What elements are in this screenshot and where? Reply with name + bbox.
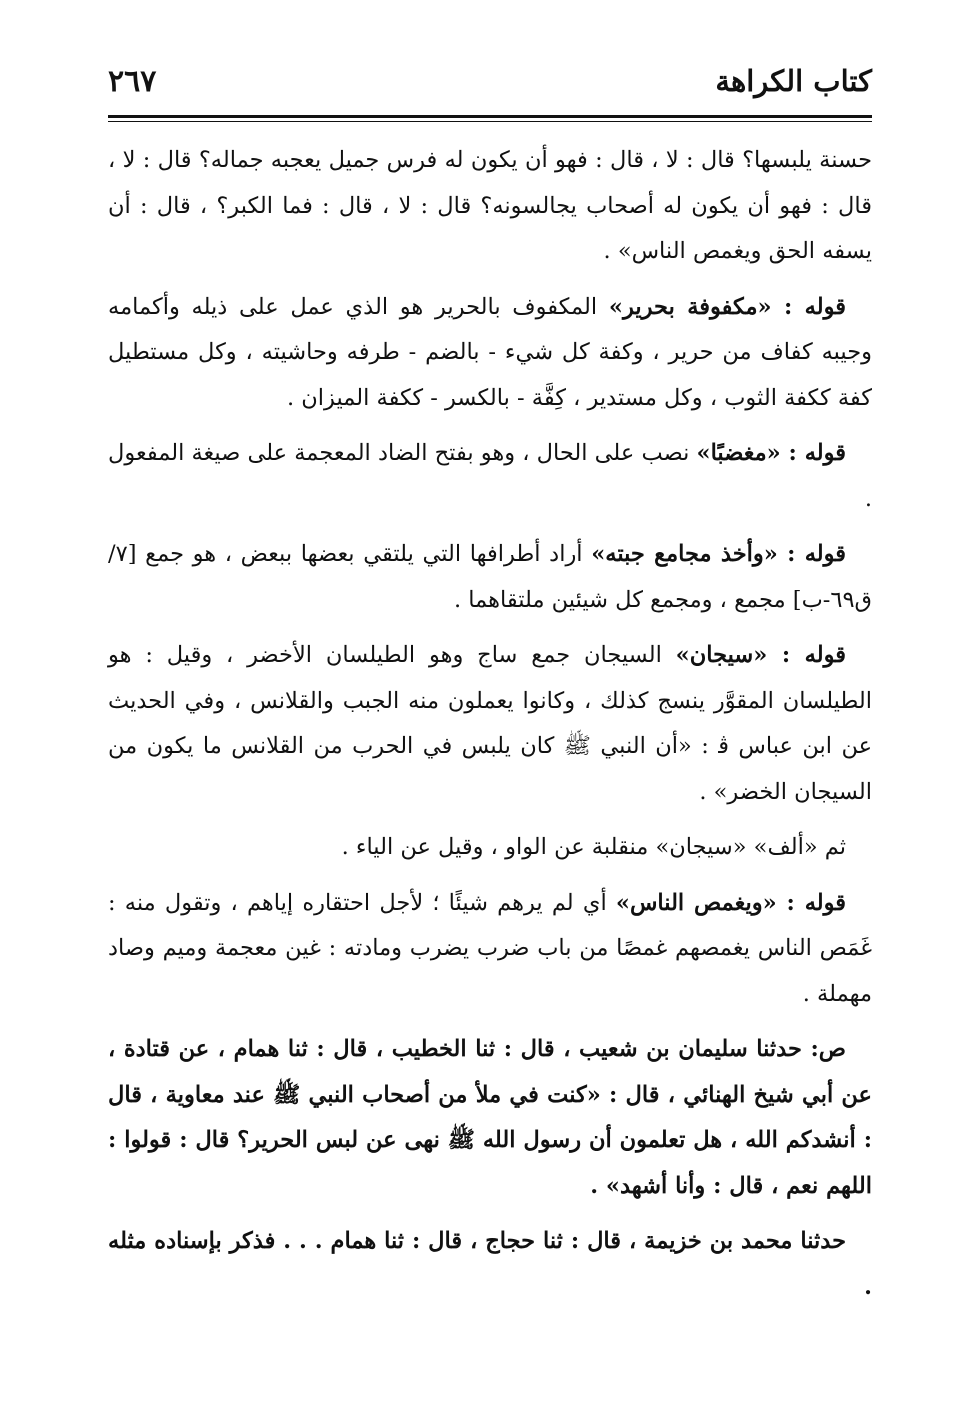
paragraph-makfufa bbox=[108, 285, 872, 422]
paragraph-lemma: قوله : «مغضبًا» bbox=[696, 440, 846, 466]
paragraph-hadith-text bbox=[108, 1027, 872, 1209]
paragraph-text: المكفوف بالحرير هو الذي عمل على ذيله وأكمامه وجيبه كفاف من حرير ، وكفة كل شيء - بالضم - طرفه وحاشيته ، وكل مستطيل كفة ككفة الثوب ، وكل مستدير ، كِفَّة - بالكسر - ككفة الميزان . bbox=[108, 293, 872, 411]
paragraph-continuation bbox=[108, 138, 872, 275]
paragraph-majami bbox=[108, 532, 872, 623]
page-body bbox=[108, 138, 872, 1320]
paragraph-text: ثم «ألف» «سيجان» منقلبة عن الواو ، وقيل عن الياء . bbox=[341, 834, 846, 860]
paragraph-hadith-chain bbox=[108, 1219, 872, 1310]
header-rule-thick bbox=[108, 115, 872, 118]
page-number: ٢٦٧ bbox=[108, 64, 157, 99]
paragraph-text: السيجان جمع ساج وهو الطيلسان الأخضر ، وقيل : هو الطيلسان المقوَّر ينسج كذلك ، وكانوا يعملون منه الجبب والقلانس ، وفي الحديث عن ابن عباس ﭬ : «أن النبي ﷺ كان يلبس في الحرب من القلانس ما يكون من السيجان الخضر» . bbox=[108, 642, 872, 805]
paragraph-yaghmis bbox=[108, 881, 872, 1018]
paragraph-text: ص: حدثنا سليمان بن شعيب ، قال : ثنا الخطيب ، قال : ثنا همام ، عن قتادة ، عن أبي شيخ الهنائي ، قال : «كنت في ملأ من أصحاب النبي ﷺ عند معاوية ، قال : أنشدكم الله ، هل تعلمون أن رسول الله ﷺ نهى عن لبس الحرير؟ قال : قولوا : اللهم نعم ، قال : وأنا أشهد» . bbox=[108, 1036, 872, 1199]
paragraph-text: حسنة يلبسها؟ قال : لا ، قال : فهو أن يكون له فرس جميل يعجبه جماله؟ قال : لا ، قال : فهو أن يكون له أصحاب يجالسونه؟ قال : لا ، قال : فما الكبر؟ ، قال : أن يسفه الحق ويغمص الناس» . bbox=[108, 147, 872, 264]
paragraph-lemma: قوله : «ويغمص الناس» bbox=[615, 889, 846, 916]
paragraph-sijan bbox=[108, 633, 872, 815]
paragraph-alif bbox=[108, 825, 872, 871]
paragraph-lemma: قوله : «وأخذ مجامع جبته» bbox=[591, 541, 847, 567]
paragraph-text: أراد أطرافها التي يلتقي بعضها ببعض ، هو جمع [٧/ ق٦٩-ب] مجمع ، ومجمع كل شيئين ملتقاهما . bbox=[108, 541, 872, 613]
paragraph-mughdaban bbox=[108, 431, 872, 522]
paragraph-text: نصب على الحال ، وهو بفتح الضاد المعجمة على صيغة المفعول . bbox=[108, 440, 872, 512]
running-title: كتاب الكراهة bbox=[715, 64, 872, 98]
page-header bbox=[108, 58, 872, 118]
paragraph-lemma: قوله : «سيجان» bbox=[675, 642, 846, 668]
paragraph-text: أي لم يرهم شيئًا ؛ لأجل احتقاره إياهم ، وتقول منه : غَمَص الناس يغمصهم غمصًا من باب ضرب يضرب ومادته : غين معجمة وميم وصاد مهملة . bbox=[108, 889, 872, 1007]
paragraph-text: حدثنا محمد بن خزيمة ، قال : ثنا حجاج ، قال : ثنا همام . . . فذكر بإسناده مثله . bbox=[108, 1228, 872, 1300]
header-rule-thin bbox=[108, 121, 872, 122]
paragraph-lemma: قوله : «مكفوفة بحرير» bbox=[608, 293, 846, 320]
